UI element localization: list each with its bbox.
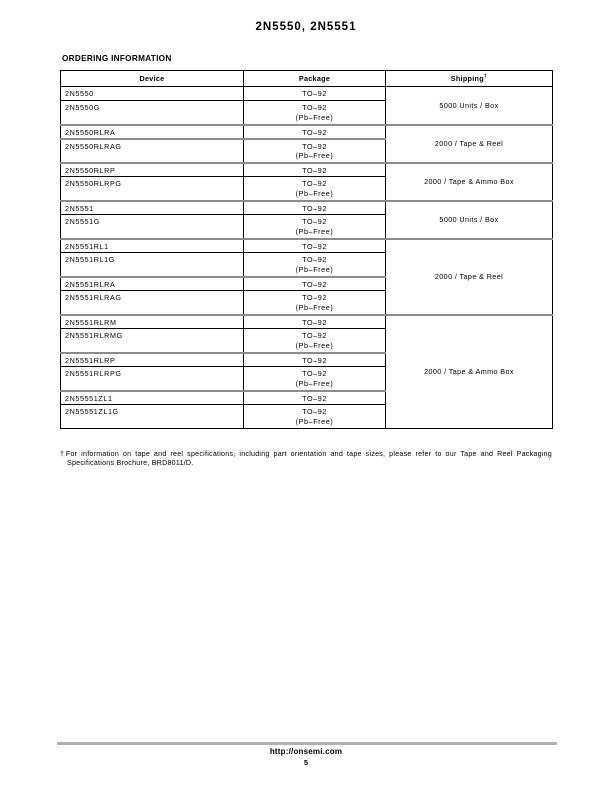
footer-page-number: 5 [303, 758, 309, 767]
footnote [60, 450, 552, 468]
package-line: TO–92 [302, 393, 327, 403]
package-cell [244, 163, 386, 177]
device-cell: 2N55551ZL1 [61, 391, 244, 405]
package-cell [244, 367, 386, 391]
package-cell [244, 277, 386, 291]
footnote-line-1: †For information on tape and reel specifications, including part orientation and tape sizes, please refer to our Tape and Reel Packaging [60, 450, 552, 458]
dagger-footnote-mark: † [483, 73, 488, 80]
package-line: TO–92 [302, 355, 327, 365]
package-line: (Pb–Free) [295, 226, 334, 236]
device-cell: 2N5550 [61, 87, 244, 101]
package-line: (Pb–Free) [295, 112, 334, 122]
shipping-cell: 2000 / Tape & Reel [386, 239, 553, 315]
package-line: (Pb–Free) [295, 151, 334, 160]
package-cell [244, 329, 386, 353]
package-line: TO–92 [302, 103, 327, 112]
package-cell [244, 239, 386, 253]
package-line: TO–92 [302, 407, 327, 416]
package-line: (Pb–Free) [295, 302, 334, 312]
package-column-header: Package [244, 71, 386, 87]
package-line: TO–92 [302, 165, 327, 175]
package-cell [244, 215, 386, 239]
device-cell: 2N5551RL1G [61, 253, 244, 277]
device-cell: 2N5551RLRA [61, 277, 244, 291]
table-row [61, 239, 553, 253]
package-line: TO–92 [302, 279, 327, 289]
device-cell: 2N5551RL1 [61, 239, 244, 253]
package-line: TO–92 [302, 203, 327, 213]
shipping-header-label: Shipping [450, 74, 484, 83]
package-line: TO–92 [302, 317, 327, 327]
package-cell [244, 353, 386, 367]
device-cell: 2N5551RLRM [61, 315, 244, 329]
shipping-column-header [386, 71, 553, 87]
device-cell: 2N5550RLRA [61, 125, 244, 139]
shipping-cell: 5000 Units / Box [386, 201, 553, 239]
device-cell: 2N5551 [61, 201, 244, 215]
device-cell: 2N5550RLRP [61, 163, 244, 177]
section-heading: ORDERING INFORMATION [62, 54, 172, 63]
shipping-cell: 2000 / Tape & Ammo Box [386, 315, 553, 429]
package-cell [244, 125, 386, 139]
ordering-information-table [60, 70, 553, 429]
package-line: TO–92 [302, 217, 327, 226]
package-line: TO–92 [302, 179, 327, 188]
device-cell: 2N5551RLRAG [61, 291, 244, 315]
package-cell [244, 405, 386, 429]
package-line: TO–92 [302, 89, 327, 98]
device-cell: 2N5551RLRP [61, 353, 244, 367]
package-cell [244, 177, 386, 201]
package-line: TO–92 [302, 255, 327, 264]
package-cell [244, 139, 386, 163]
package-cell [244, 253, 386, 277]
table-header-row [61, 71, 553, 87]
package-line: (Pb–Free) [295, 340, 334, 350]
package-line: (Pb–Free) [295, 188, 334, 198]
package-cell [244, 101, 386, 125]
footnote-line-2: Specifications Brochure, BRD8011/D. [67, 459, 194, 467]
package-cell [244, 201, 386, 215]
package-cell [244, 291, 386, 315]
package-line: TO–92 [302, 127, 327, 137]
device-column-header: Device [61, 71, 244, 87]
package-line: (Pb–Free) [295, 416, 334, 426]
page-title: 2N5550, 2N5551 [255, 21, 357, 33]
package-line: TO–92 [302, 369, 327, 378]
table-row [61, 315, 553, 329]
package-line: (Pb–Free) [295, 378, 334, 388]
package-cell [244, 315, 386, 329]
package-line: (Pb–Free) [295, 264, 334, 274]
shipping-cell: 2000 / Tape & Ammo Box [386, 163, 553, 201]
device-cell: 2N5551G [61, 215, 244, 239]
package-line: TO–92 [302, 331, 327, 340]
device-cell: 2N5550RLRAG [61, 139, 244, 163]
package-line: TO–92 [302, 241, 327, 251]
package-line: TO–92 [302, 141, 327, 151]
device-cell: 2N5551RLRPG [61, 367, 244, 391]
device-cell: 2N5550RLRPG [61, 177, 244, 201]
table-row [61, 201, 553, 215]
package-cell [244, 87, 386, 101]
device-cell: 2N5551RLRMG [61, 329, 244, 353]
table-row [61, 125, 553, 139]
footer-url[interactable]: http://onsemi.com [269, 747, 343, 756]
shipping-cell: 2000 / Tape & Reel [386, 125, 553, 163]
package-cell [244, 391, 386, 405]
table-row [61, 163, 553, 177]
package-line: TO–92 [302, 293, 327, 302]
device-cell: 2N5550G [61, 101, 244, 125]
table-body [61, 87, 553, 429]
shipping-cell: 5000 Units / Box [386, 87, 553, 125]
footer-divider-rule [57, 742, 557, 745]
table-row [61, 87, 553, 101]
device-cell: 2N55551ZL1G [61, 405, 244, 429]
